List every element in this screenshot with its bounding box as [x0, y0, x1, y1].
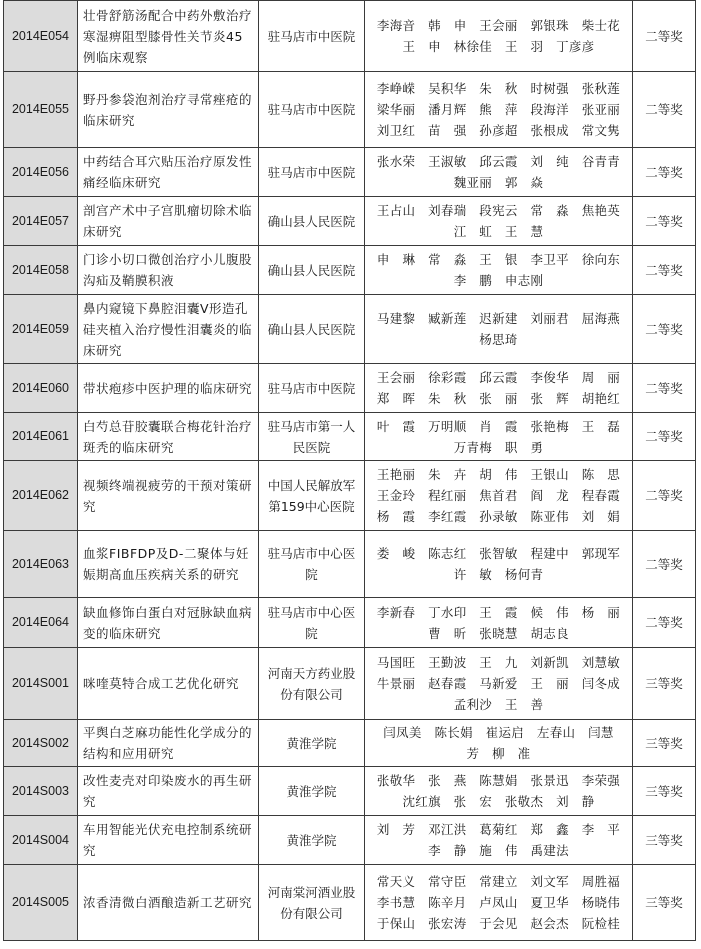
- table-row: [4, 767, 696, 816]
- project-title: 浓香清微白酒酿造新工艺研究: [78, 865, 259, 941]
- authors-line: 常天义 常守臣 常建立 刘文军 周胜福: [376, 874, 621, 889]
- project-id: 2014S005: [4, 865, 78, 941]
- authors-line: 李海音 韩 申 王会丽 郭银珠 柴士花: [376, 18, 621, 33]
- project-title: 视频终端视疲劳的干预对策研究: [78, 461, 259, 531]
- project-title: 剖宫产术中子宫肌瘤切除术临床研究: [78, 197, 259, 246]
- award-grade: 二等奖: [633, 295, 696, 364]
- authors-line: 魏亚丽 郭 焱: [453, 175, 544, 190]
- completion-unit: 驻马店市中医院: [259, 1, 365, 72]
- authors-line: 孟利沙 王 善: [453, 697, 544, 712]
- authors-line: 牛景丽 赵春霞 马新爱 王 丽 闫冬成: [376, 676, 621, 691]
- project-title: 鼻内窥镜下鼻腔泪囊V形造孔硅夹植入治疗慢性泪囊炎的临床研究: [78, 295, 259, 364]
- completion-unit: 河南棠河酒业股份有限公司: [259, 865, 365, 941]
- table-row: [4, 364, 696, 413]
- project-title: 缺血修饰白蛋白对冠脉缺血病变的临床研究: [78, 598, 259, 648]
- authors-list: [365, 531, 633, 598]
- authors-line: 马国旺 王勤波 王 九 刘新凯 刘慧敏: [376, 655, 621, 670]
- project-id: 2014E061: [4, 413, 78, 461]
- award-grade: 二等奖: [633, 148, 696, 197]
- completion-unit: 河南天方药业股份有限公司: [259, 648, 365, 720]
- authors-line: 江 虹 王 慧: [453, 224, 544, 239]
- authors-line: 马建黎 臧新莲 迟新建 刘丽君 屈海燕: [376, 311, 621, 326]
- table-row: [4, 720, 696, 767]
- authors-line: 王占山 刘春瑞 段宪云 常 淼 焦艳英: [376, 203, 621, 218]
- table-row: [4, 461, 696, 531]
- authors-line: 郑 晖 朱 秋 张 丽 张 辉 胡艳红: [376, 391, 621, 406]
- project-id: 2014E057: [4, 197, 78, 246]
- project-id: 2014S001: [4, 648, 78, 720]
- authors-list: [365, 598, 633, 648]
- table-row: [4, 865, 696, 941]
- authors-list: [365, 767, 633, 816]
- project-title: 平舆白芝麻功能性化学成分的结构和应用研究: [78, 720, 259, 767]
- authors-list: [365, 865, 633, 941]
- authors-line: 王 申 林徐佳 王 羽 丁彦彦: [402, 39, 595, 54]
- authors-list: [365, 720, 633, 767]
- authors-line: 王金玲 程红丽 焦首君 阎 龙 程春霞: [376, 488, 621, 503]
- authors-list: [365, 1, 633, 72]
- award-grade: 二等奖: [633, 197, 696, 246]
- project-id: 2014E058: [4, 246, 78, 295]
- completion-unit: 驻马店市中医院: [259, 364, 365, 413]
- authors-line: 申 琳 常 淼 王 银 李卫平 徐向东: [376, 252, 621, 267]
- completion-unit: 黄淮学院: [259, 720, 365, 767]
- project-id: 2014E056: [4, 148, 78, 197]
- table-row: [4, 295, 696, 364]
- completion-unit: 黄淮学院: [259, 767, 365, 816]
- authors-line: 曹 昕 张晓慧 胡志良: [428, 625, 569, 641]
- project-title: 带状疱疹中医护理的临床研究: [78, 364, 259, 413]
- authors-line: 李峥嵘 吴积华 朱 秋 时树强 张秋莲: [376, 81, 621, 96]
- award-grade: 二等奖: [633, 1, 696, 72]
- authors-line: 梁华丽 潘月辉 熊 萍 段海洋 张亚丽: [376, 102, 621, 117]
- authors-line: 万青梅 职 勇: [453, 439, 544, 455]
- table-row: [4, 197, 696, 246]
- project-id: 2014E054: [4, 1, 78, 72]
- authors-line: 闫凤美 陈长娟 崔运启 左春山 闫慧: [383, 725, 614, 740]
- completion-unit: 驻马店市第一人民医院: [259, 413, 365, 461]
- award-grade: 二等奖: [633, 531, 696, 598]
- completion-unit: 驻马店市中心医院: [259, 598, 365, 648]
- award-grade: 二等奖: [633, 598, 696, 648]
- project-id: 2014E055: [4, 72, 78, 148]
- authors-list: [365, 461, 633, 531]
- authors-line: 李书慧 陈辛月 卢凤山 夏卫华 杨晓伟: [376, 895, 621, 910]
- project-id: 2014E060: [4, 364, 78, 413]
- project-title: 中药结合耳穴贴压治疗原发性痛经临床研究: [78, 148, 259, 197]
- project-title: 壮骨舒筋汤配合中药外敷治疗寒湿痹阻型膝骨性关节炎45例临床观察: [78, 1, 259, 72]
- completion-unit: 确山县人民医院: [259, 246, 365, 295]
- award-grade: 二等奖: [633, 246, 696, 295]
- authors-list: [365, 197, 633, 246]
- award-grade: 二等奖: [633, 461, 696, 531]
- project-id: 2014S004: [4, 816, 78, 865]
- project-id: 2014E064: [4, 598, 78, 648]
- project-id: 2014S002: [4, 720, 78, 767]
- project-title: 血浆FIBFDP及D-二聚体与妊娠期高血压疾病关系的研究: [78, 531, 259, 598]
- authors-line: 李 静 施 伟 禹建法: [428, 843, 569, 858]
- authors-line: 刘 芳 邓江洪 葛菊红 郑 鑫 李 平: [376, 822, 621, 837]
- award-grade: 二等奖: [633, 72, 696, 148]
- table-row: [4, 1, 696, 72]
- table-row: [4, 148, 696, 197]
- table-row: [4, 246, 696, 295]
- authors-list: [365, 364, 633, 413]
- project-title: 野丹参袋泡剂治疗寻常痤疮的临床研究: [78, 72, 259, 148]
- award-grade: 三等奖: [633, 720, 696, 767]
- table-row: [4, 598, 696, 648]
- award-grade: 三等奖: [633, 648, 696, 720]
- award-grade: 三等奖: [633, 767, 696, 816]
- project-title: 门诊小切口微创治疗小儿腹股沟疝及鞘膜积液: [78, 246, 259, 295]
- award-grade: 三等奖: [633, 865, 696, 941]
- authors-line: 王艳丽 朱 卉 胡 伟 王银山 陈 思: [376, 467, 621, 482]
- authors-list: [365, 246, 633, 295]
- table-row: [4, 72, 696, 148]
- table-row: [4, 531, 696, 598]
- authors-list: [365, 72, 633, 148]
- authors-list: [365, 148, 633, 197]
- project-id: 2014E063: [4, 531, 78, 598]
- completion-unit: 中国人民解放军第159中心医院: [259, 461, 365, 531]
- authors-line: 杨思琦: [479, 332, 518, 347]
- authors-list: [365, 295, 633, 364]
- awards-table: [3, 0, 696, 941]
- table-row: [4, 413, 696, 461]
- authors-line: 张水荣 王淑敏 邱云霞 刘 纯 谷青青: [376, 154, 621, 169]
- authors-line: 娄 峻 陈志红 张智敏 程建中 郭现军: [376, 546, 621, 561]
- table-row: [4, 648, 696, 720]
- authors-line: 李新春 丁水印 王 霞 候 伟 杨 丽: [376, 604, 621, 620]
- authors-line: 芳 柳 准: [466, 746, 531, 761]
- table-row: [4, 816, 696, 865]
- authors-line: 叶 霞 万明顺 肖 霞 张艳梅 王 磊: [376, 418, 621, 434]
- authors-line: 于保山 张宏涛 于会见 赵会杰 阮检桂: [376, 916, 621, 931]
- authors-line: 杨 霞 李红霞 孙录敏 陈亚伟 刘 娟: [376, 509, 621, 524]
- awards-table-body: [4, 1, 696, 941]
- authors-line: 刘卫红 苗 强 孙彦超 张根成 常文隽: [376, 123, 621, 138]
- completion-unit: 驻马店市中医院: [259, 72, 365, 148]
- project-id: 2014S003: [4, 767, 78, 816]
- authors-line: 王会丽 徐彩霞 邱云霞 李俊华 周 丽: [376, 370, 621, 385]
- completion-unit: 确山县人民医院: [259, 197, 365, 246]
- award-grade: 二等奖: [633, 413, 696, 461]
- authors-line: 沈红旗 张 宏 张敬杰 刘 静: [402, 794, 595, 809]
- authors-list: [365, 816, 633, 865]
- authors-line: 许 敏 杨何青: [453, 567, 544, 582]
- completion-unit: 驻马店市中医院: [259, 148, 365, 197]
- project-id: 2014E059: [4, 295, 78, 364]
- authors-list: [365, 648, 633, 720]
- authors-list: [365, 413, 633, 461]
- project-title: 改性麦壳对印染废水的再生研究: [78, 767, 259, 816]
- award-grade: 三等奖: [633, 816, 696, 865]
- project-title: 白芍总苷胶囊联合梅花针治疗斑秃的临床研究: [78, 413, 259, 461]
- completion-unit: 驻马店市中心医院: [259, 531, 365, 598]
- award-grade: 二等奖: [633, 364, 696, 413]
- project-title: 车用智能光伏充电控制系统研究: [78, 816, 259, 865]
- project-id: 2014E062: [4, 461, 78, 531]
- authors-line: 李 鹏 申志刚: [453, 273, 544, 288]
- completion-unit: 黄淮学院: [259, 816, 365, 865]
- authors-line: 张敬华 张 燕 陈慧娟 张景迅 李荣强: [376, 773, 621, 788]
- project-title: 咪喹莫特合成工艺优化研究: [78, 648, 259, 720]
- completion-unit: 确山县人民医院: [259, 295, 365, 364]
